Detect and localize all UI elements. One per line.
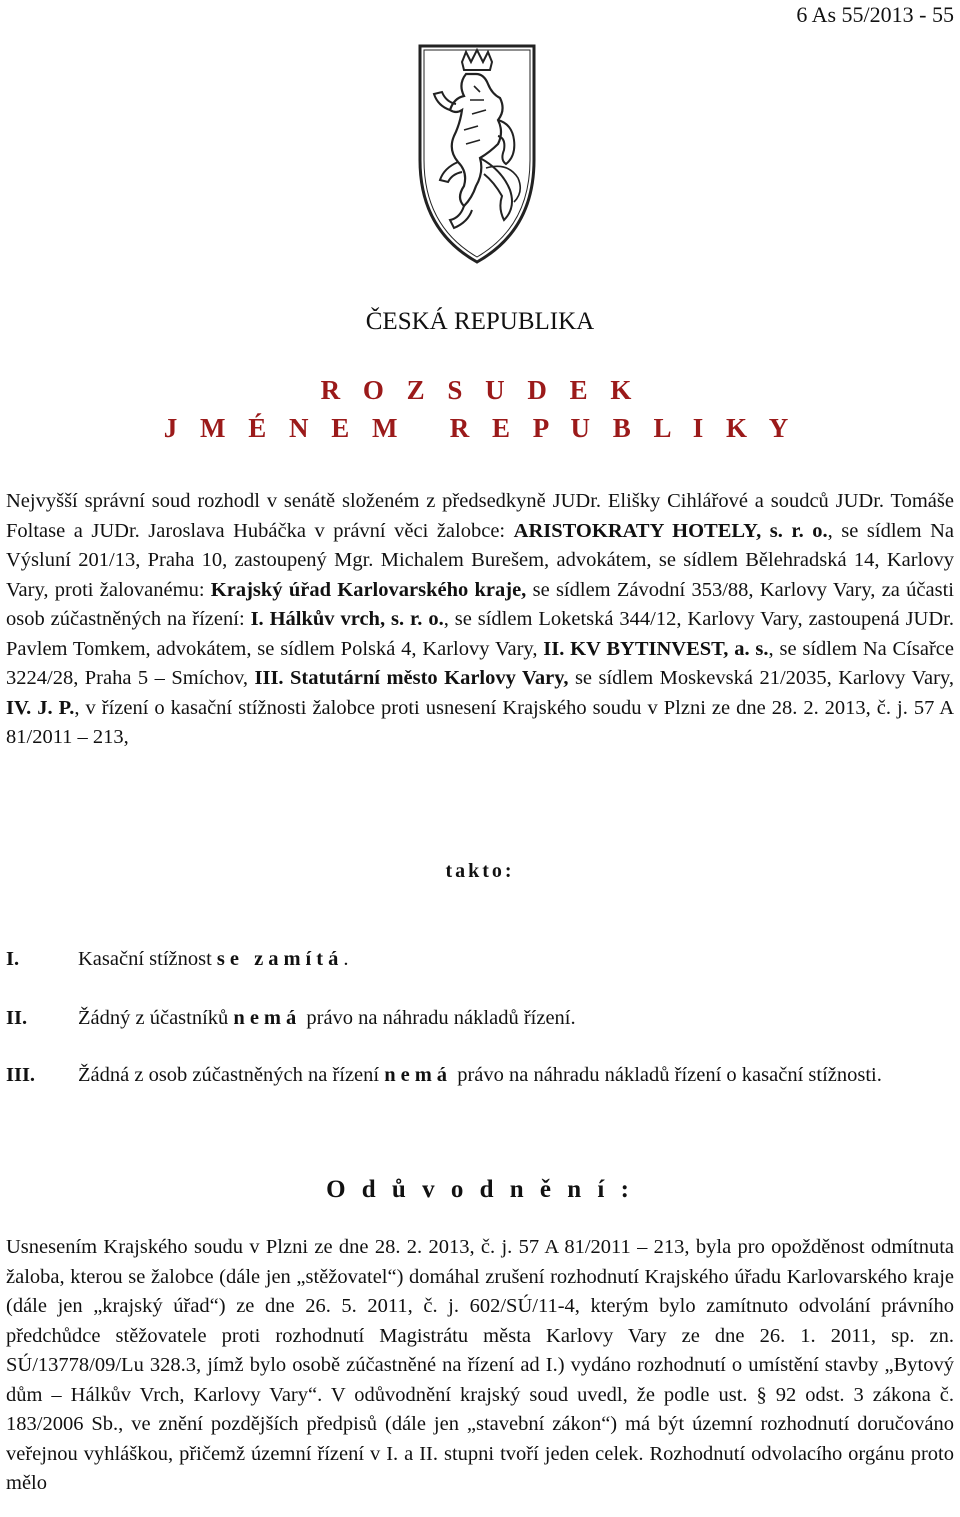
party-3-number: III. bbox=[254, 667, 284, 689]
party-3-name: Statutární město Karlovy Vary, bbox=[283, 667, 569, 689]
ruling-text: Kasační stížnost bbox=[78, 948, 217, 970]
ruling-emphasis: nemá bbox=[384, 1064, 453, 1086]
ruling-text: právo na náhradu nákladů řízení o kasační stížnosti. bbox=[452, 1064, 882, 1086]
ruling-number: I. bbox=[6, 948, 20, 970]
takto-heading: takto: bbox=[445, 860, 515, 882]
in-name-of-republic-heading: J M É N E M R E P U B L I K Y bbox=[163, 413, 797, 443]
ruling-text: Žádný z účastníků bbox=[78, 1007, 234, 1029]
reasoning-paragraph: Usnesením Krajského soudu v Plzni ze dne 28. 2. 2013, č. j. 57 A 81/2011 – 213, byla pro opožděnost odmítnuta žaloba, kterou se žalobce (dále jen „stěžovatel“) domáhal zrušení rozhodnutí Krajského úřadu Karlovarského kraje (dále jen „krajský úřad“) ze dne 26. 5. 2011, č. j. 602/SÚ/11-4, kterým bylo zamítnuto odvolání právního předchůdce stěžovatele proti rozhodnutí Magistrátu města Karlovy Vary ze dne 26. 1. 2011, sp. zn. SÚ/13778/09/Lu 328.3, jímž bylo osobě zúčastněné na řízení ad I.) vydáno rozhodnutí o umístění stavby „Bytový dům – Hálkův Vrch, Karlovy Vary“. V odůvodnění krajský soud uvedl, že podle ust. § 92 odst. 3 zákona č. 183/2006 Sb., ve znění pozdějších předpisů (dále jen „stavební zákon“) má být územní rozhodnutí doručováno veřejnou vyhláškou, přičemž územní řízení v I. a II. stupni tvoří jeden celek. Rozhodnutí odvolacího orgánu proto mělo bbox=[6, 1236, 954, 1494]
ruling-item bbox=[6, 945, 954, 974]
czech-lion-coat-of-arms-icon bbox=[414, 40, 540, 268]
case-number: 6 As 55/2013 - 55 bbox=[796, 2, 954, 27]
defendant-name: Krajský úřad Karlovarského kraje, bbox=[210, 578, 527, 601]
preamble-text: , se sídlem Na Výsluní 201/13, Praha 10, zastoupený Mgr. Michalem Burešem, advokátem, se sídlem Bělehradská 14, Karlovy Vary, proti žalovanému: bbox=[6, 519, 954, 601]
party-2-name: II. KV BYTINVEST, a. s. bbox=[543, 637, 769, 660]
ruling-text: Žádná z osob zúčastněných na řízení bbox=[78, 1064, 385, 1086]
ruling-number: III. bbox=[6, 1064, 36, 1086]
preamble-text: , se sídlem Na Císařce 3224/28, Praha 5 – Smíchov, bbox=[6, 637, 955, 689]
preamble-text: se sídlem Moskevská 21/2035, Karlovy Vary, bbox=[568, 667, 954, 689]
ruling-emphasis: se zamítá bbox=[216, 948, 344, 970]
party-4-name: IV. J. P. bbox=[6, 696, 75, 719]
preamble-text: se sídlem Závodní 353/88, Karlovy Vary, za účasti osob zúčastněných na řízení: bbox=[6, 578, 955, 630]
verdict-title bbox=[0, 371, 960, 447]
ruling-text: . bbox=[343, 948, 349, 970]
preamble-paragraph bbox=[6, 487, 954, 753]
ruling-emphasis: nemá bbox=[233, 1007, 302, 1029]
ruling-item bbox=[6, 1004, 954, 1033]
preamble-text: , se sídlem Loketská 344/12, Karlovy Vary, zastoupená JUDr. Pavlem Tomkem, advokátem, se sídlem Polská 4, Karlovy Vary, bbox=[6, 608, 954, 660]
plaintiff-name: ARISTOKRATY HOTELY, s. r. o. bbox=[513, 519, 828, 542]
preamble-text: , v řízení o kasační stížnosti žalobce proti usnesení Krajského soudu v Plzni ze dne 28. 2. 2013, č. j. 57 A 81/2011 – 213, bbox=[6, 696, 954, 748]
reasoning-heading: O d ů v o d n ě n í : bbox=[326, 1176, 634, 1203]
ruling-text: právo na náhradu nákladů řízení. bbox=[301, 1007, 576, 1029]
verdict-heading: R O Z S U D E K bbox=[320, 375, 640, 405]
preamble-text: Nejvyšší správní soud rozhodl v senátě složeném z předsedkyně JUDr. Elišky Cihlářové a soudců JUDr. Tomáše Foltase a JUDr. Jaroslava Hubáčka v právní věci žalobce: bbox=[6, 490, 954, 542]
ruling-number: II. bbox=[6, 1007, 28, 1029]
party-1-name: I. Hálkův vrch, s. r. o. bbox=[250, 608, 444, 630]
ruling-item bbox=[6, 1061, 954, 1090]
country-heading: ČESKÁ REPUBLIKA bbox=[365, 308, 595, 335]
